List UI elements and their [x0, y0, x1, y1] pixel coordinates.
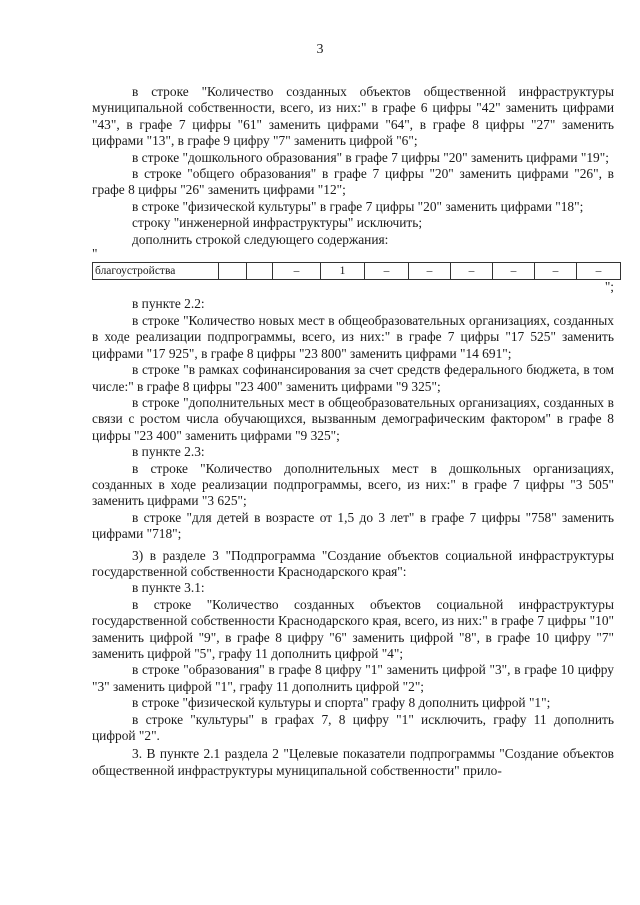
table-cell [247, 263, 273, 280]
paragraph: 3. В пункте 2.1 раздела 2 "Целевые показатели подпрограммы "Создание объектов общественной инфраструктуры муниципальной собственности" прило- [92, 746, 614, 778]
table-row [93, 263, 621, 280]
paragraph: в строке "общего образования" в графе 7 цифры "20" заменить цифрами "26", в графе 8 цифры "26" заменить цифрами "12"; [92, 166, 614, 198]
paragraph: в пункте 3.1: [132, 580, 205, 596]
paragraph: в пункте 2.2: [132, 296, 205, 312]
paragraph: в строке "дополнительных мест в общеобразовательных организациях, созданных в связи с ростом числа обучающихся, вызванным демографическим фактором" в графе 8 цифры "23 400" заменить цифрами "9 325"; [92, 394, 614, 443]
paragraph: 3) в разделе 3 "Подпрограмма "Создание объектов социальной инфраструктуры государственной собственности Краснодарского края": [92, 547, 614, 579]
paragraph: дополнить строкой следующего содержания: [132, 231, 389, 247]
opening-quote: " [92, 246, 98, 262]
paragraph: в строке "Количество дополнительных мест в дошкольных организациях, созданных в ходе реализации подпрограммы, всего, из них:" в графе 7 цифры "3 505" заменить цифрами "3 625"; [92, 460, 614, 509]
inserted-table-row [92, 262, 621, 280]
page-number: 3 [316, 42, 324, 57]
table-cell: – [451, 263, 493, 280]
paragraph: в пункте 2.3: [132, 444, 205, 460]
paragraph: в строке "Количество созданных объектов общественной инфраструктуры муниципальной собственности, всего, из них:" в графе 6 цифры "42" заменить цифрами "43", в графе 7 цифры "61" заменить цифрами "64", в графе 8 цифры "27" заменить цифрами "13", в графе 9 цифру "7" заменить цифрой "6"; [92, 84, 614, 149]
paragraph: строку "инженерной инфраструктуры" исключить; [132, 215, 423, 231]
table-cell: – [493, 263, 535, 280]
paragraph: в строке "для детей в возрасте от 1,5 до 3 лет" в графе 7 цифры "758" заменить цифрами "718"; [92, 509, 614, 542]
table-cell: – [535, 263, 577, 280]
table-cell: – [409, 263, 451, 280]
paragraph: в строке "Количество созданных объектов социальной инфраструктуры государственной собственности Краснодарского края, всего, из них:" в графе 7 цифры "10" заменить цифрой "9", в графе 8 цифру "6" заменить цифрой "8", в графе 10 цифру "7" заменить цифрой "5", графу 11 дополнить цифрой "4"; [92, 596, 614, 661]
table-cell-name: благоустройства [93, 263, 219, 280]
paragraph: в строке "в рамках софинансирования за счет средств федерального бюджета, в том числе:" в графе 8 цифры "23 400" заменить цифрами "9 325"; [92, 362, 614, 394]
table-cell: – [577, 263, 621, 280]
paragraph: в строке "Количество новых мест в общеобразовательных организациях, созданных в ходе реализации подпрограммы, всего, из них:" в графе 7 цифры "17 525" заменить цифрами "17 925", в графе 8 цифры "23 800" заменить цифрами "14 691"; [92, 312, 614, 361]
paragraph: в строке "образования" в графе 8 цифру "1" заменить цифрой "3", в графе 10 цифру "3" заменить цифрой "1", графу 11 дополнить цифрой "2"; [92, 662, 614, 694]
closing-quote: "; [604, 279, 614, 295]
table-cell [219, 263, 247, 280]
paragraph: в строке "дошкольного образования" в графе 7 цифры "20" заменить цифрами "19"; [132, 149, 609, 165]
table-cell: 1 [321, 263, 365, 280]
document-body [92, 84, 614, 779]
paragraph: в строке "физической культуры и спорта" графу 8 дополнить цифрой "1"; [132, 695, 551, 711]
table-cell: – [273, 263, 321, 280]
paragraph: в строке "культуры" в графах 7, 8 цифру "1" исключить, графу 11 дополнить цифрой "2". [92, 711, 614, 744]
table-cell: – [365, 263, 409, 280]
paragraph: в строке "физической культуры" в графе 7 цифры "20" заменить цифрами "18"; [132, 198, 584, 214]
